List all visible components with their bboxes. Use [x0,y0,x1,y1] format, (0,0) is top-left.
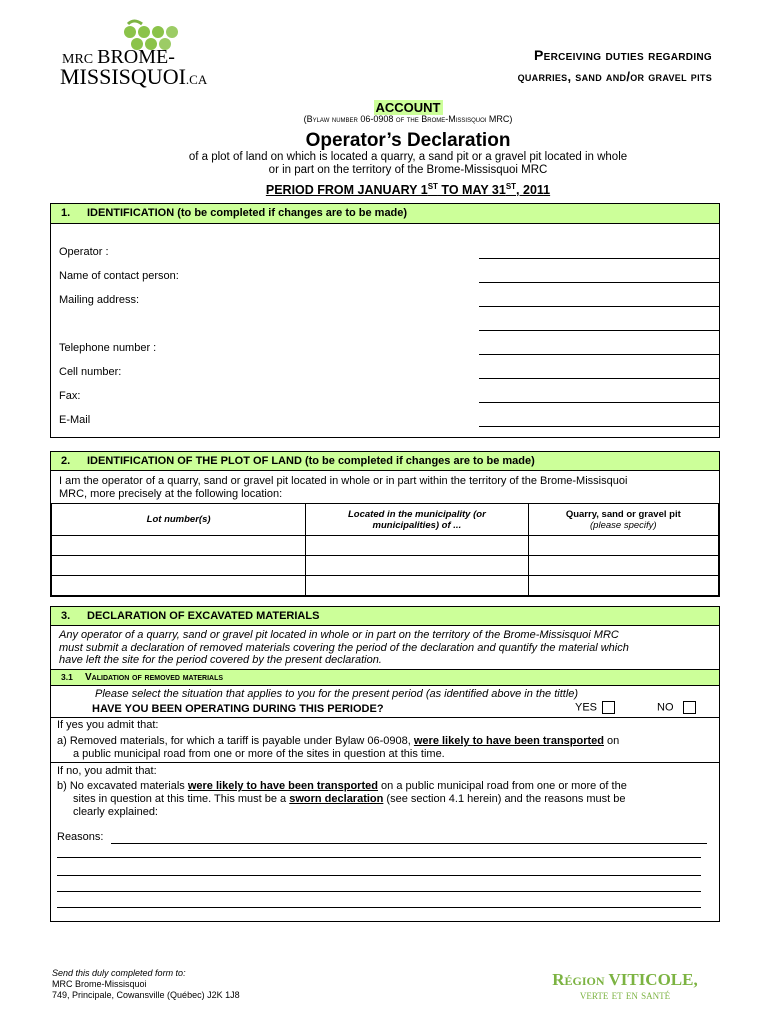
contact-person-field[interactable] [479,272,719,283]
account-label: ACCOUNT [375,100,441,115]
fax-label: Fax: [59,390,81,402]
header-line1: Perceiving duties regarding [533,47,712,63]
logo-missisquoi: MISSISQUOI [60,64,186,89]
contact-person-label: Name of contact person: [59,270,179,282]
mailing-address-field-1[interactable] [479,296,719,307]
email-label: E-Mail [59,414,91,426]
email-field[interactable] [479,416,719,427]
cell-label: Cell number: [59,366,122,378]
option-b-line1: b) No excavated materials were likely to have been transported on a public municipal road from one or more of the [57,780,627,792]
table-row [52,536,719,556]
region-line2: verte et en santé [579,987,671,1002]
table-row [52,576,719,596]
reasons-line-1[interactable] [111,833,707,844]
footer-send-note: Send this duly completed form to: [52,968,186,978]
section1-header: 1. IDENTIFICATION (to be completed if changes are to be made) [51,204,719,224]
period-heading: PERIOD FROM JANUARY 1ST TO MAY 31ST, 2011 [265,182,551,198]
reasons-line-4[interactable] [57,885,701,892]
pit-type-header: Quarry, sand or gravel pit (please specify) [528,504,718,536]
table-row [52,556,719,576]
page-title: Operator’s Declaration [305,130,511,151]
fax-field[interactable] [479,392,719,403]
section3-header: 3. DECLARATION OF EXCAVATED MATERIALS [51,607,719,626]
operating-question: HAVE YOU BEEN OPERATING DURING THIS PERIODE? [92,703,384,715]
pit-type-cell[interactable] [528,556,718,576]
select-note: Please select the situation that applies to you for the present period (as identified above in the tittle) [95,688,579,700]
lot-cell[interactable] [52,576,306,596]
reasons-label: Reasons: [57,831,104,843]
subsection31-header: 3.1 Validation of removed materials [51,669,719,686]
subtitle-line1: of a plot of land on which is located a quarry, a sand pit or a gravel pit located in whole [188,151,628,163]
reasons-line-3[interactable] [57,869,701,876]
mailing-address-field-2[interactable] [479,320,719,331]
telephone-label: Telephone number : [59,342,157,354]
mailing-address-label: Mailing address: [59,294,140,306]
if-yes-label: If yes you admit that: [57,719,159,731]
footer-org: MRC Brome-Missisquoi [52,979,147,989]
region-viticole-logo [530,970,720,1003]
footer-address: 749, Principale, Cowansville (Québec) J2K 1J8 [52,990,240,1000]
no-checkbox[interactable] [683,701,696,714]
if-no-label: If no, you admit that: [57,765,157,777]
municipality-header: Located in the municipality (or municipalities) of ... [306,504,528,536]
municipality-cell[interactable] [306,556,528,576]
lots-table [51,503,719,596]
section2-header: 2. IDENTIFICATION OF THE PLOT OF LAND (to be completed if changes are to be made) [51,452,719,471]
header-line2: quarries, sand and/or gravel pits [517,69,712,84]
section2-intro-line2: MRC, more precisely at the following location: [59,488,283,500]
yes-label: YES [575,701,598,714]
option-a-line2: a public municipal road from one or more of the sites in question at this time. [73,748,445,760]
section3-box [50,606,720,922]
operator-label: Operator : [59,246,109,258]
no-label: NO [657,701,674,714]
yes-checkbox[interactable] [602,701,615,714]
option-b-line3: clearly explained: [73,806,158,818]
lot-cell[interactable] [52,536,306,556]
option-a-line1: a) Removed materials, for which a tariff is payable under Bylaw 06-0908, were likely to have been transported on [57,735,620,747]
pit-type-cell[interactable] [528,576,718,596]
bylaw-reference: (Bylaw number 06-0908 of the Brome-Missisquoi MRC) [303,114,513,124]
logo-brome: BROME- [97,46,175,68]
pit-type-cell[interactable] [528,536,718,556]
cell-field[interactable] [479,368,719,379]
municipality-cell[interactable] [306,576,528,596]
section3-intro-line1: Any operator of a quarry, sand or gravel pit located in whole or in part on the territory of the Brome-Missisquoi MRC [59,629,619,641]
reasons-line-5[interactable] [57,901,701,908]
lot-number-header: Lot number(s) [52,504,306,536]
operator-field[interactable] [479,248,719,259]
lot-cell[interactable] [52,556,306,576]
municipality-cell[interactable] [306,536,528,556]
subtitle-line2: or in part on the territory of the Brome-Missisquoi MRC [268,164,548,176]
section3-intro-line2: must submit a declaration of removed materials covering the period of the declaration and quantify the material which [59,641,629,654]
section1-box [50,203,720,438]
reasons-line-2[interactable] [57,851,701,858]
telephone-field[interactable] [479,344,719,355]
mrc-logo [58,18,218,89]
option-b-line2: sites in question at this time. This must be a sworn declaration (see section 4.1 herein) and the reasons must be [73,793,626,805]
section2-intro-line1: I am the operator of a quarry, sand or gravel pit located in whole or in part within the territory of the Brome-Missisquoi [59,475,628,487]
logo-ca: .CA [185,72,208,87]
logo-mrc: MRC [62,52,94,67]
section3-intro-line3: have left the site for the period covered by the present declaration. [59,654,382,666]
region-line1: Région VITICOLE, [552,970,698,989]
